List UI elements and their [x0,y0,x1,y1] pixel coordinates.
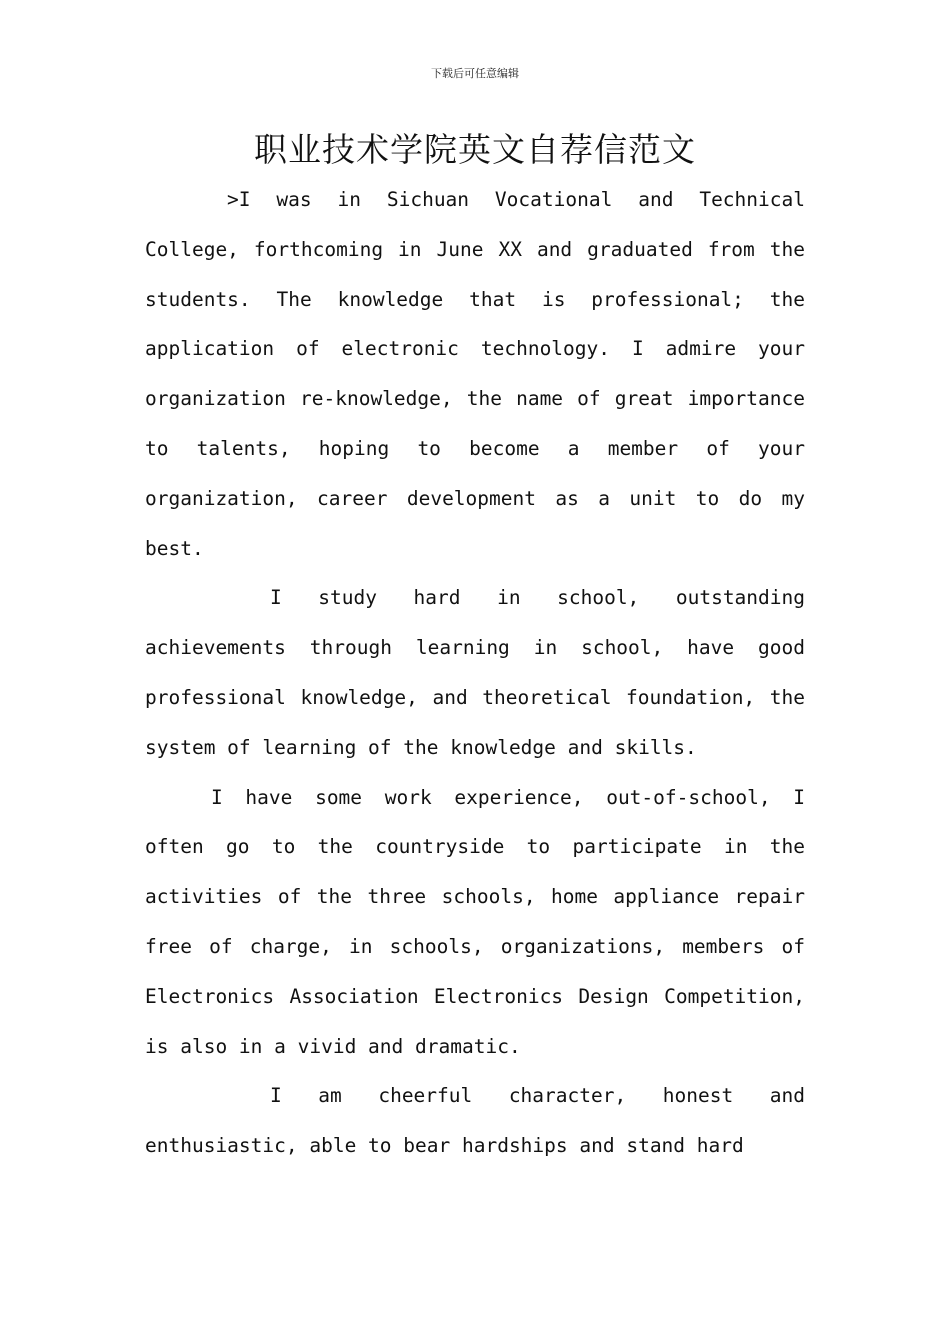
header-note: 下载后可任意编辑 [431,67,519,80]
paragraph-intro: >I was in Sichuan Vocational and Technical College, forthcoming in June XX and graduated from the students. The knowledge that is professional; the application of electronic technology. I admire your organization re-knowledge, the name of great importance to talents, hoping to become a member of your organization, career development as a unit to do my best. [145,188,805,560]
paragraph-character: I am cheerful character, honest and enthusiastic, able to bear hardships and stand hard [145,1084,805,1158]
paragraph-experience: I have some work experience, out-of-school, I often go to the countryside to participate in the activities of the three schools, home appliance repair free of charge, in schools, organizations, members of Electronics Association Electronics Design Competition, is also in a vivid and dramatic. [145,785,805,1058]
letter-body [145,175,805,1171]
document-title: 职业技术学院英文自荐信范文 [254,130,696,169]
paragraph-study: I study hard in school, outstanding achievements through learning in school, have good professional knowledge, and theoretical foundation, the system of learning of the knowledge and skills. [145,586,805,759]
